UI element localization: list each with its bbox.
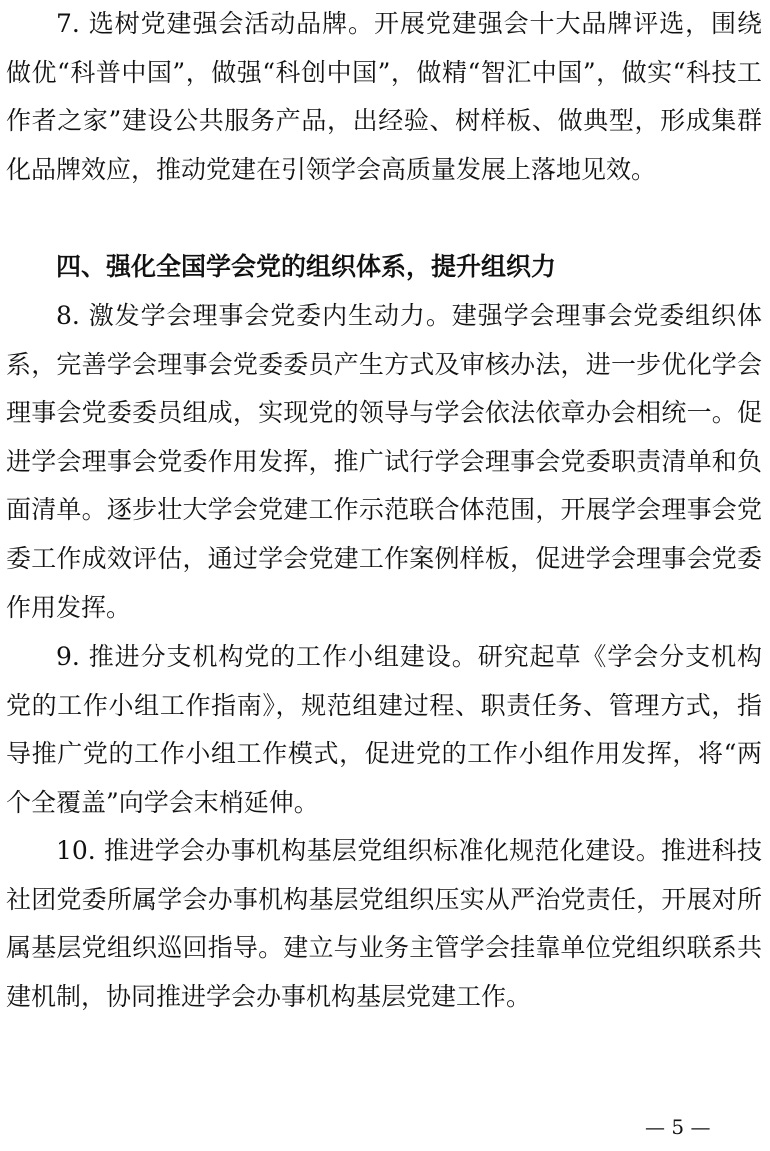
paragraph-item-10 [6,827,762,1021]
item-7-lead: 7. 选树党建强会活动品牌。 [56,9,374,38]
section-4-heading: 四、强化全国学会党的组织体系，提升组织力 [56,252,557,281]
paragraph-item-9 [6,633,762,827]
item-9-body: 研究起草《学会分支机构党的工作小组工作指南》，规范组建过程、职责任务、管理方式，指导推广党的工作小组工作模式，促进党的工作小组作用发挥，将“两个全覆盖”向学会末梢延伸。 [6,642,762,817]
paragraph-item-8 [6,292,762,632]
item-7-body: 开展党建强会十大品牌评选，围绕做优“科普中国”，做强“科创中国”，做精“智汇中国”，做实“科技工作者之家”建设公共服务产品，出经验、树样板、做典型，形成集群化品牌效应，推动党建在引领学会高质量发展上落地见效。 [6,9,762,184]
item-8-lead: 8. 激发学会理事会党委内生动力。 [56,301,452,330]
paragraph-item-7 [6,0,762,194]
item-9-lead: 9. 推进分支机构党的工作小组建设。 [56,642,478,671]
item-10-lead: 10. 推进学会办事机构基层党组织标准化规范化建设。 [56,836,662,865]
item-10-body: 推进科技社团党委所属学会办事机构基层党组织压实从严治党责任，开展对所属基层党组织巡回指导。建立与业务主管学会挂靠单位党组织联系共建机制，协同推进学会办事机构基层党建工作。 [6,836,762,1011]
page-number: — 5 — [645,1115,711,1139]
item-8-body: 建强学会理事会党委组织体系，完善学会理事会党委委员产生方式及审核办法，进一步优化学会理事会党委委员组成，实现党的领导与学会依法依章办会相统一。促进学会理事会党委作用发挥，推广试行学会理事会党委职责清单和负面清单。逐步壮大学会党建工作示范联合体范围，开展学会理事会党委工作成效评估，通过学会党建工作案例样板，促进学会理事会党委作用发挥。 [6,301,762,622]
